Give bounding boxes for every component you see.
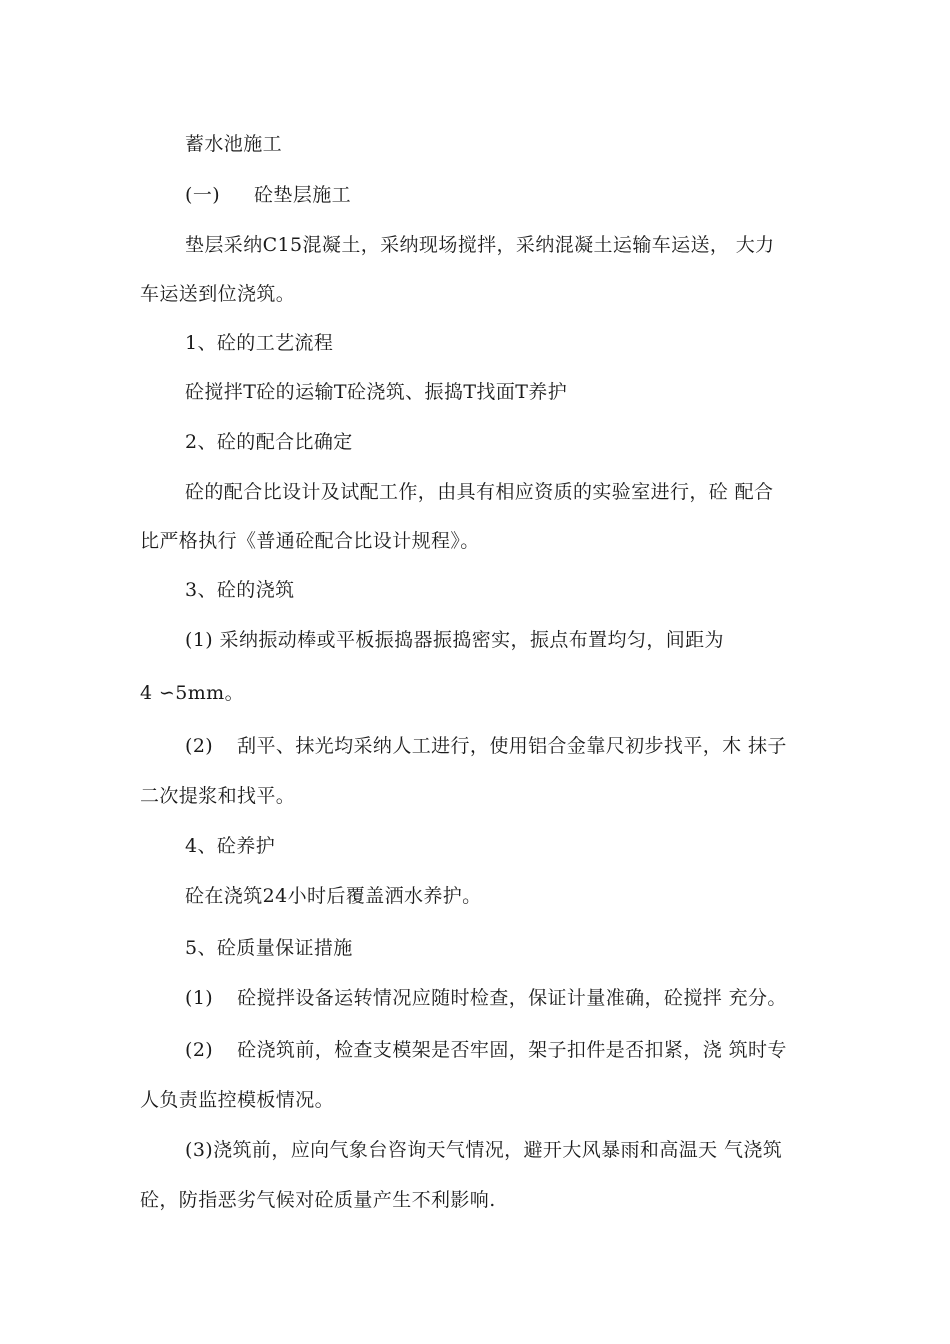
item-3-sub-2-line-2: 二次提浆和找平。 <box>140 785 296 807</box>
item-5-sub-1 <box>185 986 787 1010</box>
item-3-sub-2-text: 刮平、抹光均采纳人工进行，使用铝合金靠尺初步找平，木 抹子 <box>237 735 787 757</box>
item-5-sub-2-number: (2) <box>185 1039 214 1061</box>
document-title: 蓄水池施工 <box>185 133 283 155</box>
item-2-heading: 2、砼的配合比确定 <box>185 431 353 453</box>
item-3-sub-1-line-1: (1) 采纳振动棒或平板振捣器振捣密实，振点布置均匀，间距为 <box>185 629 724 651</box>
item-4-heading: 4、砼养护 <box>185 835 276 857</box>
item-3-sub-2-line-1 <box>185 734 787 758</box>
item-1-heading: 1、砼的工艺流程 <box>185 332 334 354</box>
item-5-sub-1-number: (1) <box>185 987 214 1009</box>
section-number: (一) <box>185 184 221 206</box>
item-5-heading: 5、砼质量保证措施 <box>185 937 353 959</box>
item-3-sub-2-number: (2) <box>185 735 214 757</box>
item-4-text: 砼在浇筑24小时后覆盖洒水养护。 <box>185 885 482 907</box>
intro-line-1: 垫层采纳C15混凝土，采纳现场搅拌，采纳混凝土运输车运送， 大力 <box>185 234 775 256</box>
item-5-sub-1-text: 砼搅拌设备运转情况应随时检查，保证计量准确，砼搅拌 充分。 <box>237 987 787 1009</box>
item-3-heading: 3、砼的浇筑 <box>185 579 295 601</box>
section-heading <box>185 183 351 207</box>
item-3-sub-1-line-2: 4 ∽5mm。 <box>140 682 244 704</box>
item-5-sub-3-line-1: (3)浇筑前，应向气象台咨询天气情况，避开大风暴雨和高温天 气浇筑 <box>185 1139 783 1161</box>
item-5-sub-2-text: 砼浇筑前，检查支模架是否牢固，架子扣件是否扣紧，浇 筑时专 <box>237 1039 787 1061</box>
item-2-line-2: 比严格执行《普通砼配合比设计规程》。 <box>140 530 480 552</box>
item-5-sub-2-line-2: 人负责监控模板情况。 <box>140 1089 335 1111</box>
item-5-sub-3-line-2: 砼，防指恶劣气候对砼质量产生不利影响. <box>140 1189 496 1211</box>
item-5-sub-2-line-1 <box>185 1038 787 1062</box>
intro-line-2: 车运送到位浇筑。 <box>140 283 296 305</box>
section-title: 砼垫层施工 <box>254 184 352 206</box>
item-1-text: 砼搅拌T砼的运输T砼浇筑、振捣T找面T养护 <box>185 381 568 403</box>
item-2-line-1: 砼的配合比设计及试配工作，由具有相应资质的实验室进行，砼 配合 <box>185 481 774 503</box>
